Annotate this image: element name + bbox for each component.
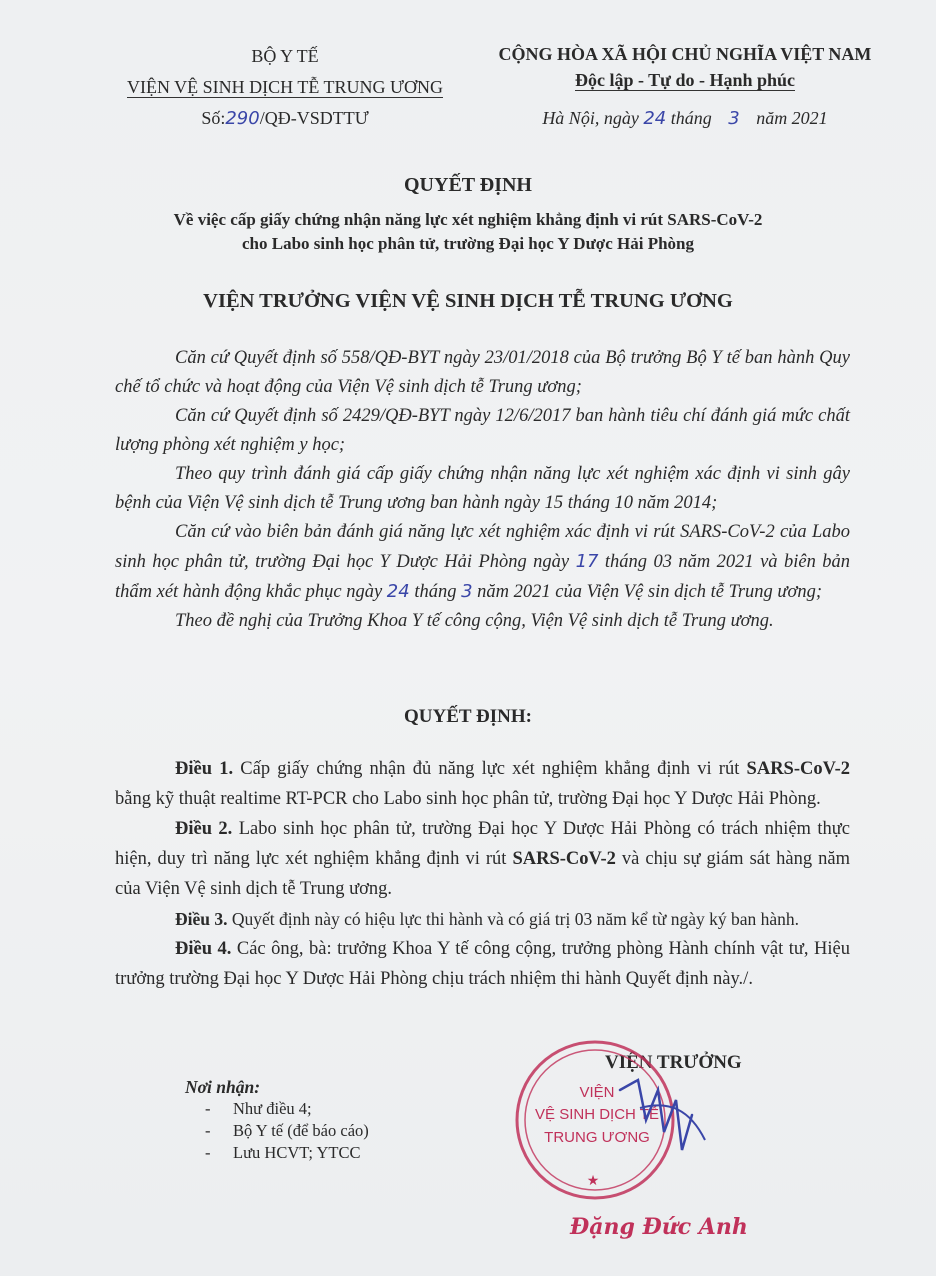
- recipient-text: Bộ Y tế (để báo cáo): [233, 1121, 369, 1140]
- motto-text: Độc lập - Tự do - Hạnh phúc: [574, 70, 796, 90]
- date-year: năm 2021: [756, 108, 828, 128]
- recipient-text: Như điều 4;: [233, 1099, 312, 1118]
- stamp-line-3: TRUNG ƯƠNG: [544, 1129, 650, 1146]
- article-1: [115, 754, 850, 814]
- article-1-text-a: Cấp giấy chứng nhận đủ năng lực xét nghiệm khẳng định vi rút: [233, 759, 747, 779]
- number-suffix: /QĐ-VSDTTƯ: [259, 108, 369, 128]
- document-title: QUYẾT ĐỊNH: [404, 174, 532, 196]
- article-2-text-b: và chịu sự giám sát hàng năm của Viện Vệ sinh dịch tễ Trung ương.: [115, 849, 850, 899]
- signature-title: VIỆN TRƯỞNG: [605, 1052, 742, 1073]
- p4-part-c: tháng: [409, 582, 462, 602]
- article-1-bold: SARS-CoV-2: [746, 759, 851, 779]
- preamble-p5: Theo đề nghị của Trưởng Khoa Y tế công cộng, Viện Vệ sinh dịch tễ Trung ương.: [175, 611, 774, 631]
- article-2-label: Điều 2.: [175, 819, 233, 839]
- handwritten-signature-icon: [600, 1060, 720, 1170]
- date-month-label: tháng: [670, 108, 712, 128]
- preamble: [115, 344, 850, 636]
- article-4: [115, 934, 850, 994]
- recipient-bullet: -: [205, 1121, 211, 1140]
- subject-line-2: cho Labo sinh học phân tử, trường Đại học Y Dược Hải Phòng: [242, 234, 694, 253]
- issue-date: [485, 108, 885, 129]
- motto: [485, 70, 885, 91]
- recipient-item: [205, 1142, 485, 1164]
- ministry-name: BỘ Y TẾ: [251, 46, 319, 66]
- recipient-bullet: -: [205, 1143, 211, 1162]
- date-month: 3: [728, 108, 740, 129]
- stamp-line-2: VỆ SINH DỊCH TỄ: [535, 1106, 659, 1123]
- decision-number: [100, 108, 470, 129]
- article-4-label: Điều 4.: [175, 939, 232, 959]
- institute-name-text: VIỆN VỆ SINH DỊCH TỄ TRUNG ƯƠNG: [127, 77, 443, 97]
- article-2-text-a: Labo sinh học phân tử, trường Đại học Y Dược Hải Phòng có trách nhiệm thực hiện, duy trì năng lực xét nghiệm khẳng định vi rút: [115, 819, 850, 869]
- article-3: [115, 904, 850, 934]
- article-4-text: Các ông, bà: trưởng Khoa Y tế công cộng, trưởng phòng Hành chính vật tư, Hiệu trưởng trường Đại học Y Dược Hải Phòng chịu trách nhiệm thi hành Quyết định này./.: [115, 939, 850, 989]
- article-2: [115, 814, 850, 904]
- p4-day2: 24: [386, 581, 410, 602]
- p4-month2: 3: [461, 581, 473, 602]
- p4-part-d: năm 2021 của Viện Vệ sin dịch tễ Trung ương;: [472, 582, 823, 602]
- article-1-text-b: bằng kỹ thuật realtime RT-PCR cho Labo sinh học phân tử, trường Đại học Y Dược Hải Phòng.: [115, 789, 821, 809]
- recipients: [185, 1076, 485, 1164]
- date-day: 24: [643, 108, 667, 129]
- article-3-text: Quyết định này có hiệu lực thi hành và có giá trị 03 năm kể từ ngày ký ban hành.: [227, 909, 800, 929]
- signatory-name: Đặng Đức Anh: [570, 1214, 748, 1240]
- recipient-item: [205, 1120, 485, 1142]
- svg-text:★: ★: [586, 1173, 600, 1189]
- article-1-label: Điều 1.: [175, 759, 234, 779]
- subject-line-1: Về việc cấp giấy chứng nhận năng lực xét nghiệm khẳng định vi rút SARS-CoV-2: [173, 210, 763, 229]
- preamble-p4: [115, 518, 850, 607]
- recipients-heading: Nơi nhận:: [185, 1077, 261, 1097]
- p4-part-b: tháng 03 năm 2021 và biên bản thẩm xét hành động khắc phục ngày: [115, 552, 850, 602]
- recipient-text: Lưu HCVT; YTCC: [233, 1143, 361, 1162]
- article-3-label: Điều 3.: [175, 909, 228, 929]
- decision-heading: QUYẾT ĐỊNH:: [404, 706, 532, 727]
- preamble-p1: Căn cứ Quyết định số 558/QĐ-BYT ngày 23/01/2018 của Bộ trưởng Bộ Y tế ban hành Quy chế tổ chức và hoạt động của Viện Vệ sinh dịch tễ Trung ương;: [115, 348, 850, 397]
- recipient-item: [205, 1098, 485, 1120]
- articles: [115, 754, 850, 994]
- authority-heading: VIỆN TRƯỞNG VIỆN VỆ SINH DỊCH TỄ TRUNG ƯƠNG: [203, 290, 733, 312]
- nation-name: CỘNG HÒA XÃ HỘI CHỦ NGHĨA VIỆT NAM: [498, 44, 872, 64]
- preamble-p2: Căn cứ Quyết định số 2429/QĐ-BYT ngày 12/6/2017 ban hành tiêu chí đánh giá mức chất lượng phòng xét nghiệm y học;: [115, 406, 850, 455]
- p4-part-a: Căn cứ vào biên bản đánh giá năng lực xét nghiệm xác định vi rút SARS-CoV-2 của Labo sinh học phân tử, trường Đại học Y Dược Hải Phòng ngày: [115, 522, 850, 572]
- number-handwritten: 290: [225, 108, 260, 129]
- date-prefix: Hà Nội, ngày: [542, 108, 639, 128]
- article-2-bold: SARS-CoV-2: [512, 849, 616, 869]
- recipient-bullet: -: [205, 1099, 211, 1118]
- institute-name: [100, 77, 470, 98]
- number-prefix: Số:: [201, 108, 226, 128]
- p4-day1: 17: [575, 551, 599, 572]
- stamp-line-1: VIỆN: [579, 1084, 615, 1101]
- preamble-p3: Theo quy trình đánh giá cấp giấy chứng nhận năng lực xét nghiệm xác định vi sinh gây bệnh của Viện Vệ sinh dịch tễ Trung ương ban hành ngày 15 tháng 10 năm 2014;: [115, 464, 850, 513]
